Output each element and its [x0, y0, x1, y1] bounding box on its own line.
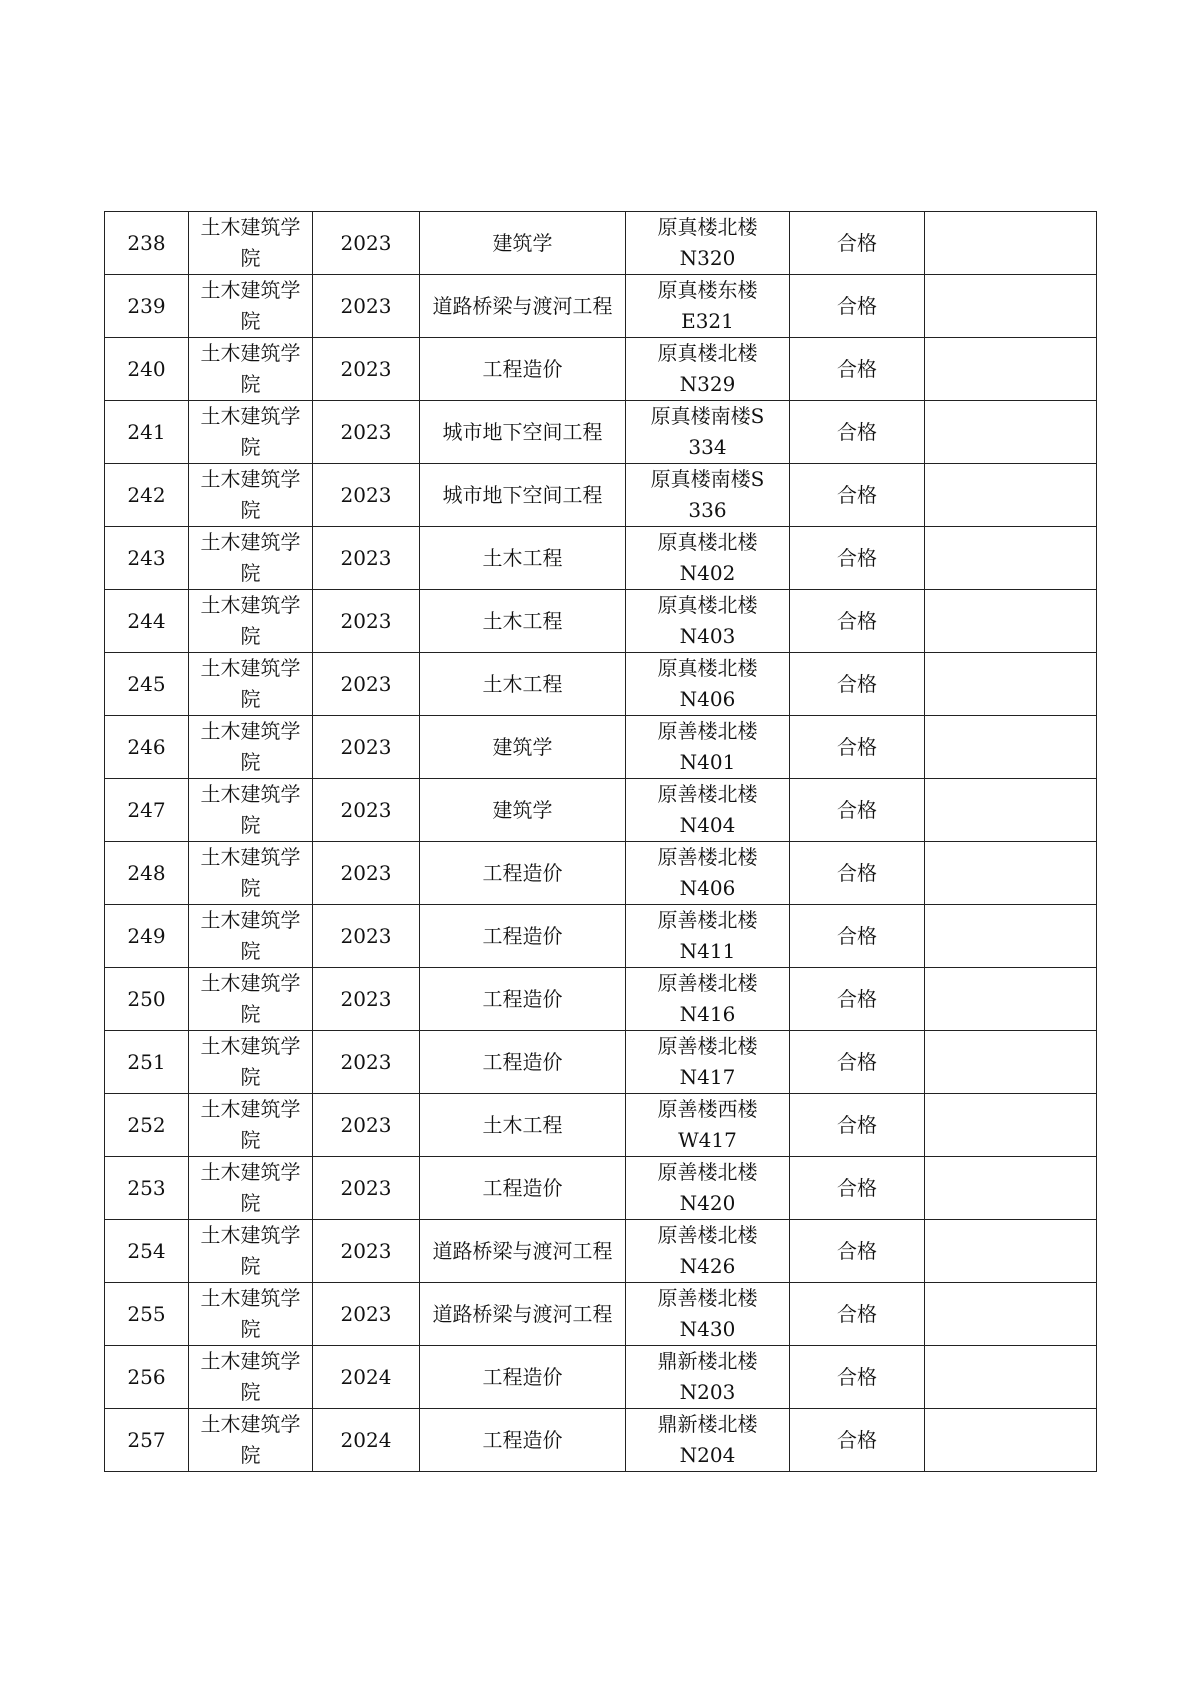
table-row [105, 527, 1097, 590]
row-number-cell [105, 275, 189, 338]
result-cell [790, 905, 925, 968]
result-cell-text: 合格 [837, 419, 877, 444]
major-cell-text: 土木工程 [482, 1112, 563, 1137]
table-row [105, 275, 1097, 338]
result-cell [790, 1031, 925, 1094]
college-cell [189, 1031, 313, 1094]
row-number-cell [105, 338, 189, 401]
row-number-cell [105, 1031, 189, 1094]
grade-cell [313, 212, 420, 275]
table-row [105, 716, 1097, 779]
dorm-room-cell [626, 1031, 790, 1094]
college-cell [189, 590, 313, 653]
result-cell [790, 1283, 925, 1346]
table-row [105, 1409, 1097, 1472]
college-cell-text: 土木建筑学院 [200, 1286, 301, 1341]
college-cell [189, 842, 313, 905]
result-cell-text: 合格 [837, 860, 877, 885]
dorm-room-cell-text: 原善楼北楼N417 [657, 1034, 758, 1089]
college-cell [189, 1409, 313, 1472]
row-number-cell-text: 257 [127, 1427, 166, 1452]
dorm-room-cell-text: 原真楼南楼S334 [650, 404, 765, 459]
grade-cell [313, 464, 420, 527]
grade-cell-text: 2023 [340, 1175, 392, 1200]
row-number-cell-text: 252 [127, 1112, 166, 1137]
dorm-room-cell-text: 原真楼东楼E321 [657, 278, 758, 333]
dorm-room-cell [626, 212, 790, 275]
table-row [105, 653, 1097, 716]
college-cell [189, 527, 313, 590]
major-cell [420, 968, 626, 1031]
result-cell [790, 338, 925, 401]
result-cell-text: 合格 [837, 1112, 877, 1137]
college-cell-text: 土木建筑学院 [200, 530, 301, 585]
result-cell-text: 合格 [837, 797, 877, 822]
college-cell [189, 1346, 313, 1409]
college-cell-text: 土木建筑学院 [200, 1097, 301, 1152]
major-cell-text: 城市地下空间工程 [442, 419, 603, 444]
dorm-room-cell [626, 590, 790, 653]
note-cell [925, 1409, 1097, 1472]
dorm-room-cell [626, 275, 790, 338]
grade-cell-text: 2023 [340, 608, 392, 633]
result-cell [790, 590, 925, 653]
table-row [105, 1346, 1097, 1409]
result-cell-text: 合格 [837, 986, 877, 1011]
dorm-room-cell-text: 原真楼北楼N320 [657, 215, 758, 270]
grade-cell [313, 1094, 420, 1157]
grade-cell-text: 2024 [340, 1427, 392, 1452]
dorm-room-cell [626, 1346, 790, 1409]
row-number-cell-text: 244 [127, 608, 166, 633]
row-number-cell-text: 243 [127, 545, 166, 570]
major-cell-text: 工程造价 [482, 1364, 563, 1389]
dorm-room-cell [626, 968, 790, 1031]
grade-cell [313, 653, 420, 716]
major-cell-text: 工程造价 [482, 986, 563, 1011]
result-cell-text: 合格 [837, 734, 877, 759]
major-cell [420, 527, 626, 590]
row-number-cell-text: 255 [127, 1301, 166, 1326]
grade-cell-text: 2024 [340, 1364, 392, 1389]
major-cell-text: 建筑学 [492, 734, 553, 759]
table-row [105, 1283, 1097, 1346]
result-cell-text: 合格 [837, 1049, 877, 1074]
row-number-cell [105, 968, 189, 1031]
row-number-cell [105, 1283, 189, 1346]
major-cell-text: 土木工程 [482, 608, 563, 633]
college-cell [189, 1157, 313, 1220]
row-number-cell-text: 241 [127, 419, 166, 444]
grade-cell [313, 716, 420, 779]
note-cell [925, 464, 1097, 527]
grade-cell [313, 842, 420, 905]
dorm-room-cell-text: 原善楼北楼N416 [657, 971, 758, 1026]
college-cell-text: 土木建筑学院 [200, 782, 301, 837]
table-row [105, 1220, 1097, 1283]
college-cell-text: 土木建筑学院 [200, 593, 301, 648]
row-number-cell [105, 842, 189, 905]
row-number-cell-text: 250 [127, 986, 166, 1011]
table-body [105, 212, 1097, 1472]
result-cell [790, 779, 925, 842]
note-cell [925, 842, 1097, 905]
table-row [105, 212, 1097, 275]
result-cell [790, 527, 925, 590]
result-cell-text: 合格 [837, 293, 877, 318]
major-cell-text: 工程造价 [482, 356, 563, 381]
result-cell [790, 842, 925, 905]
grade-cell [313, 968, 420, 1031]
college-cell [189, 905, 313, 968]
row-number-cell [105, 716, 189, 779]
grade-cell [313, 779, 420, 842]
dorm-room-cell [626, 1409, 790, 1472]
note-cell [925, 1346, 1097, 1409]
grade-cell-text: 2023 [340, 482, 392, 507]
result-cell [790, 1220, 925, 1283]
table-row [105, 1157, 1097, 1220]
major-cell [420, 653, 626, 716]
dorm-room-cell-text: 原善楼北楼N401 [657, 719, 758, 774]
grade-cell [313, 338, 420, 401]
dorm-room-cell [626, 653, 790, 716]
dorm-room-cell-text: 原善楼北楼N420 [657, 1160, 758, 1215]
document-page [104, 211, 1096, 1472]
dorm-room-cell-text: 原真楼南楼S336 [650, 467, 765, 522]
result-cell-text: 合格 [837, 608, 877, 633]
result-cell-text: 合格 [837, 1238, 877, 1263]
dorm-room-cell [626, 779, 790, 842]
college-cell [189, 779, 313, 842]
major-cell-text: 工程造价 [482, 860, 563, 885]
college-cell-text: 土木建筑学院 [200, 215, 301, 270]
grade-cell [313, 1283, 420, 1346]
result-cell [790, 401, 925, 464]
major-cell [420, 1409, 626, 1472]
row-number-cell [105, 1220, 189, 1283]
college-cell-text: 土木建筑学院 [200, 467, 301, 522]
major-cell-text: 工程造价 [482, 1175, 563, 1200]
row-number-cell-text: 245 [127, 671, 166, 696]
major-cell [420, 1031, 626, 1094]
major-cell [420, 212, 626, 275]
grade-cell-text: 2023 [340, 1301, 392, 1326]
college-cell-text: 土木建筑学院 [200, 278, 301, 333]
row-number-cell [105, 1094, 189, 1157]
row-number-cell [105, 779, 189, 842]
dorm-room-cell [626, 905, 790, 968]
result-cell-text: 合格 [837, 1175, 877, 1200]
grade-cell [313, 590, 420, 653]
grade-cell [313, 527, 420, 590]
college-cell-text: 土木建筑学院 [200, 1034, 301, 1089]
grade-cell [313, 1031, 420, 1094]
row-number-cell-text: 242 [127, 482, 166, 507]
result-cell [790, 1094, 925, 1157]
table-row [105, 905, 1097, 968]
row-number-cell [105, 1157, 189, 1220]
note-cell [925, 779, 1097, 842]
college-cell [189, 401, 313, 464]
major-cell [420, 1220, 626, 1283]
note-cell [925, 1283, 1097, 1346]
grade-cell-text: 2023 [340, 419, 392, 444]
table-row [105, 338, 1097, 401]
table-row [105, 590, 1097, 653]
grade-cell [313, 401, 420, 464]
major-cell [420, 1346, 626, 1409]
major-cell [420, 338, 626, 401]
college-cell [189, 464, 313, 527]
college-cell-text: 土木建筑学院 [200, 656, 301, 711]
college-cell [189, 338, 313, 401]
dorm-room-cell-text: 原善楼北楼N426 [657, 1223, 758, 1278]
major-cell [420, 1157, 626, 1220]
grade-cell-text: 2023 [340, 671, 392, 696]
grade-cell-text: 2023 [340, 1112, 392, 1137]
row-number-cell [105, 212, 189, 275]
grade-cell-text: 2023 [340, 734, 392, 759]
note-cell [925, 1157, 1097, 1220]
major-cell [420, 401, 626, 464]
table-row [105, 968, 1097, 1031]
grade-cell [313, 1220, 420, 1283]
grade-cell [313, 1157, 420, 1220]
row-number-cell-text: 238 [127, 230, 166, 255]
result-cell [790, 464, 925, 527]
row-number-cell-text: 253 [127, 1175, 166, 1200]
note-cell [925, 401, 1097, 464]
college-cell [189, 1094, 313, 1157]
major-cell [420, 1094, 626, 1157]
note-cell [925, 1031, 1097, 1094]
result-cell-text: 合格 [837, 356, 877, 381]
row-number-cell-text: 246 [127, 734, 166, 759]
inspection-results-table [104, 211, 1097, 1472]
row-number-cell-text: 256 [127, 1364, 166, 1389]
result-cell-text: 合格 [837, 482, 877, 507]
row-number-cell-text: 247 [127, 797, 166, 822]
dorm-room-cell-text: 原真楼北楼N406 [657, 656, 758, 711]
dorm-room-cell-text: 原善楼西楼W417 [657, 1097, 758, 1152]
note-cell [925, 527, 1097, 590]
major-cell-text: 道路桥梁与渡河工程 [432, 1301, 613, 1326]
college-cell-text: 土木建筑学院 [200, 341, 301, 396]
result-cell [790, 212, 925, 275]
grade-cell-text: 2023 [340, 986, 392, 1011]
result-cell-text: 合格 [837, 923, 877, 948]
dorm-room-cell [626, 401, 790, 464]
grade-cell-text: 2023 [340, 230, 392, 255]
note-cell [925, 275, 1097, 338]
note-cell [925, 905, 1097, 968]
college-cell-text: 土木建筑学院 [200, 1412, 301, 1467]
major-cell-text: 工程造价 [482, 1049, 563, 1074]
college-cell-text: 土木建筑学院 [200, 845, 301, 900]
result-cell [790, 1346, 925, 1409]
row-number-cell [105, 653, 189, 716]
row-number-cell-text: 240 [127, 356, 166, 381]
college-cell-text: 土木建筑学院 [200, 1223, 301, 1278]
grade-cell-text: 2023 [340, 1049, 392, 1074]
grade-cell-text: 2023 [340, 860, 392, 885]
table-row [105, 1094, 1097, 1157]
dorm-room-cell-text: 原善楼北楼N406 [657, 845, 758, 900]
dorm-room-cell-text: 原善楼北楼N404 [657, 782, 758, 837]
college-cell-text: 土木建筑学院 [200, 908, 301, 963]
grade-cell [313, 1409, 420, 1472]
dorm-room-cell-text: 原善楼北楼N430 [657, 1286, 758, 1341]
table-row [105, 779, 1097, 842]
college-cell-text: 土木建筑学院 [200, 404, 301, 459]
result-cell [790, 275, 925, 338]
college-cell-text: 土木建筑学院 [200, 971, 301, 1026]
row-number-cell-text: 248 [127, 860, 166, 885]
row-number-cell [105, 527, 189, 590]
grade-cell-text: 2023 [340, 797, 392, 822]
row-number-cell [105, 590, 189, 653]
note-cell [925, 1094, 1097, 1157]
major-cell-text: 道路桥梁与渡河工程 [432, 1238, 613, 1263]
college-cell [189, 716, 313, 779]
college-cell [189, 1220, 313, 1283]
college-cell [189, 275, 313, 338]
major-cell-text: 道路桥梁与渡河工程 [432, 293, 613, 318]
major-cell [420, 716, 626, 779]
result-cell [790, 716, 925, 779]
dorm-room-cell [626, 1220, 790, 1283]
row-number-cell-text: 249 [127, 923, 166, 948]
result-cell-text: 合格 [837, 230, 877, 255]
major-cell [420, 842, 626, 905]
major-cell [420, 590, 626, 653]
major-cell [420, 275, 626, 338]
result-cell [790, 1409, 925, 1472]
row-number-cell [105, 905, 189, 968]
dorm-room-cell [626, 1283, 790, 1346]
row-number-cell [105, 1346, 189, 1409]
major-cell [420, 464, 626, 527]
result-cell [790, 653, 925, 716]
grade-cell-text: 2023 [340, 545, 392, 570]
grade-cell-text: 2023 [340, 923, 392, 948]
row-number-cell-text: 251 [127, 1049, 166, 1074]
table-row [105, 842, 1097, 905]
college-cell [189, 968, 313, 1031]
result-cell [790, 1157, 925, 1220]
major-cell-text: 土木工程 [482, 671, 563, 696]
college-cell-text: 土木建筑学院 [200, 1349, 301, 1404]
major-cell-text: 建筑学 [492, 797, 553, 822]
table-row [105, 401, 1097, 464]
result-cell [790, 968, 925, 1031]
dorm-room-cell-text: 原真楼北楼N403 [657, 593, 758, 648]
dorm-room-cell [626, 1157, 790, 1220]
dorm-room-cell [626, 527, 790, 590]
major-cell-text: 土木工程 [482, 545, 563, 570]
grade-cell [313, 905, 420, 968]
note-cell [925, 653, 1097, 716]
result-cell-text: 合格 [837, 1301, 877, 1326]
grade-cell-text: 2023 [340, 356, 392, 381]
dorm-room-cell-text: 原真楼北楼N329 [657, 341, 758, 396]
note-cell [925, 716, 1097, 779]
grade-cell-text: 2023 [340, 1238, 392, 1263]
college-cell [189, 212, 313, 275]
grade-cell [313, 1346, 420, 1409]
dorm-room-cell-text: 原善楼北楼N411 [657, 908, 758, 963]
result-cell-text: 合格 [837, 545, 877, 570]
note-cell [925, 212, 1097, 275]
dorm-room-cell [626, 716, 790, 779]
table-row [105, 1031, 1097, 1094]
dorm-room-cell [626, 1094, 790, 1157]
major-cell [420, 779, 626, 842]
note-cell [925, 590, 1097, 653]
college-cell-text: 土木建筑学院 [200, 1160, 301, 1215]
major-cell-text: 工程造价 [482, 923, 563, 948]
major-cell [420, 1283, 626, 1346]
result-cell-text: 合格 [837, 1364, 877, 1389]
college-cell-text: 土木建筑学院 [200, 719, 301, 774]
dorm-room-cell-text: 鼎新楼北楼N203 [657, 1349, 758, 1404]
row-number-cell-text: 239 [127, 293, 166, 318]
grade-cell [313, 275, 420, 338]
result-cell-text: 合格 [837, 1427, 877, 1452]
table-row [105, 464, 1097, 527]
note-cell [925, 338, 1097, 401]
dorm-room-cell [626, 464, 790, 527]
college-cell [189, 1283, 313, 1346]
major-cell-text: 工程造价 [482, 1427, 563, 1452]
college-cell [189, 653, 313, 716]
dorm-room-cell-text: 鼎新楼北楼N204 [657, 1412, 758, 1467]
dorm-room-cell [626, 842, 790, 905]
result-cell-text: 合格 [837, 671, 877, 696]
major-cell-text: 建筑学 [492, 230, 553, 255]
major-cell-text: 城市地下空间工程 [442, 482, 603, 507]
row-number-cell [105, 464, 189, 527]
note-cell [925, 1220, 1097, 1283]
note-cell [925, 968, 1097, 1031]
grade-cell-text: 2023 [340, 293, 392, 318]
dorm-room-cell-text: 原真楼北楼N402 [657, 530, 758, 585]
row-number-cell [105, 1409, 189, 1472]
dorm-room-cell [626, 338, 790, 401]
major-cell [420, 905, 626, 968]
row-number-cell-text: 254 [127, 1238, 166, 1263]
row-number-cell [105, 401, 189, 464]
